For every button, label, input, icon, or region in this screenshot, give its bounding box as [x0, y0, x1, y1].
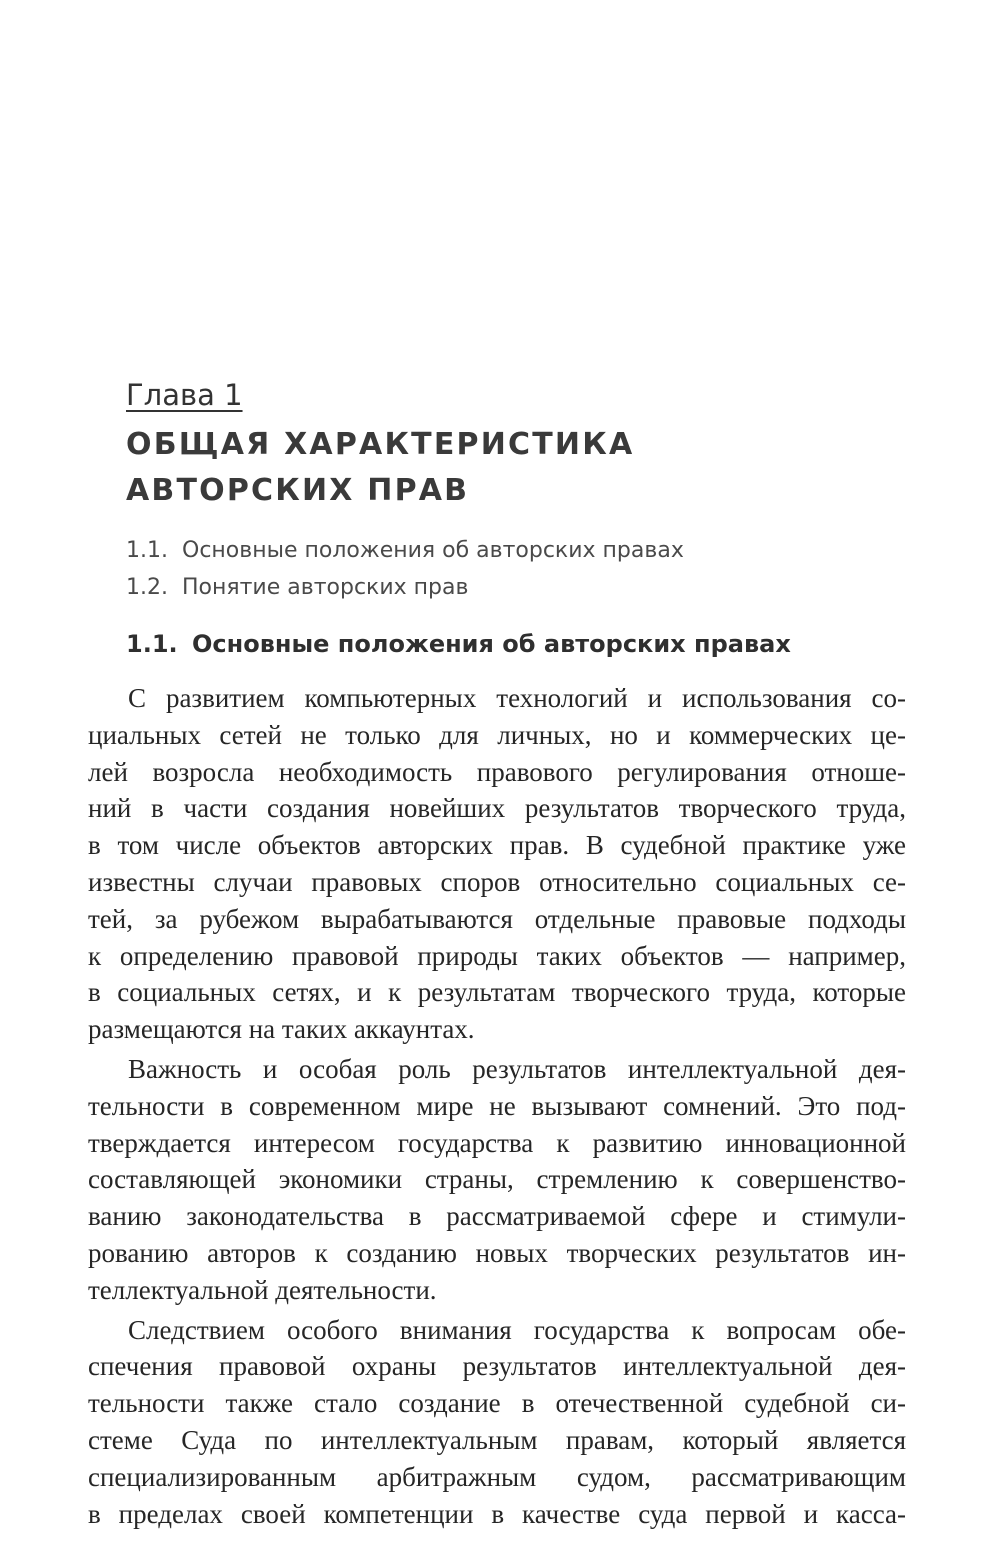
chapter-title-line: АВТОРСКИХ ПРАВ	[126, 473, 470, 508]
text-line: Следствием особого внимания государства к вопросам обе-	[128, 1314, 906, 1345]
text-line: Важность и особая роль результатов интеллектуальной дея-	[128, 1053, 906, 1084]
paragraph	[88, 680, 906, 1048]
text-line: рованию авторов к созданию новых творческих результатов ин-	[88, 1237, 906, 1268]
section-title: Основные положения об авторских правах	[192, 630, 791, 658]
text-line: ний в части создания новейших результатов творческого труда,	[88, 793, 906, 824]
text-line: спечения правовой охраны результатов интеллектуальной дея-	[88, 1351, 906, 1382]
text-line: в пределах своей компетенции в качестве суда первой и касса-	[88, 1498, 906, 1529]
text-line: лей возросла необходимость правового регулирования отноше-	[88, 756, 906, 787]
text-line: тверждается интересом государства к развитию инновационной	[88, 1127, 906, 1158]
text-line: стеме Суда по интеллектуальным правам, который является	[88, 1424, 906, 1455]
text-line: в социальных сетях, и к результатам творческого труда, которые	[88, 977, 906, 1008]
text-line: циальных сетей не только для личных, но и коммерческих це-	[88, 719, 906, 750]
paragraph	[88, 1312, 906, 1533]
chapter-title	[126, 422, 634, 514]
text-line: к определению правовой природы таких объектов — например,	[88, 940, 906, 971]
text-line: тельности в современном мире не вызывают сомнений. Это под-	[88, 1090, 906, 1121]
body-text	[88, 680, 906, 1535]
toc-item-number: 1.2.	[126, 575, 168, 600]
text-line: С развитием компьютерных технологий и использования со-	[128, 683, 906, 713]
toc-item	[126, 569, 684, 606]
text-line: теллектуальной деятельности.	[88, 1274, 437, 1305]
toc-item-number: 1.1.	[126, 538, 168, 563]
text-line: известны случаи правовых споров относительно социальных се-	[88, 866, 906, 897]
text-line: тельности также стало создание в отечественной судебной си-	[88, 1388, 906, 1419]
section-heading	[126, 630, 791, 658]
text-line: размещаются на таких аккаунтах.	[88, 1014, 475, 1045]
toc-item-text: Основные положения об авторских правах	[182, 538, 684, 563]
toc-item	[126, 532, 684, 569]
chapter-title-line: ОБЩАЯ ХАРАКТЕРИСТИКА	[126, 427, 635, 462]
text-line: составляющей экономики страны, стремлению к совершенство-	[88, 1164, 906, 1195]
toc-item-text: Понятие авторских прав	[182, 575, 469, 600]
text-line: ванию законодательства в рассматриваемой сфере и стимули-	[88, 1201, 906, 1232]
text-line: специализированным арбитражным судом, рассматривающим	[88, 1461, 906, 1492]
chapter-label: Глава 1	[126, 378, 243, 412]
text-line: в том числе объектов авторских прав. В судебной практике уже	[88, 830, 906, 861]
paragraph	[88, 1051, 906, 1309]
section-number: 1.1.	[126, 630, 178, 658]
chapter-contents	[126, 532, 684, 606]
text-line: тей, за рубежом вырабатываются отдельные правовые подходы	[88, 903, 906, 934]
